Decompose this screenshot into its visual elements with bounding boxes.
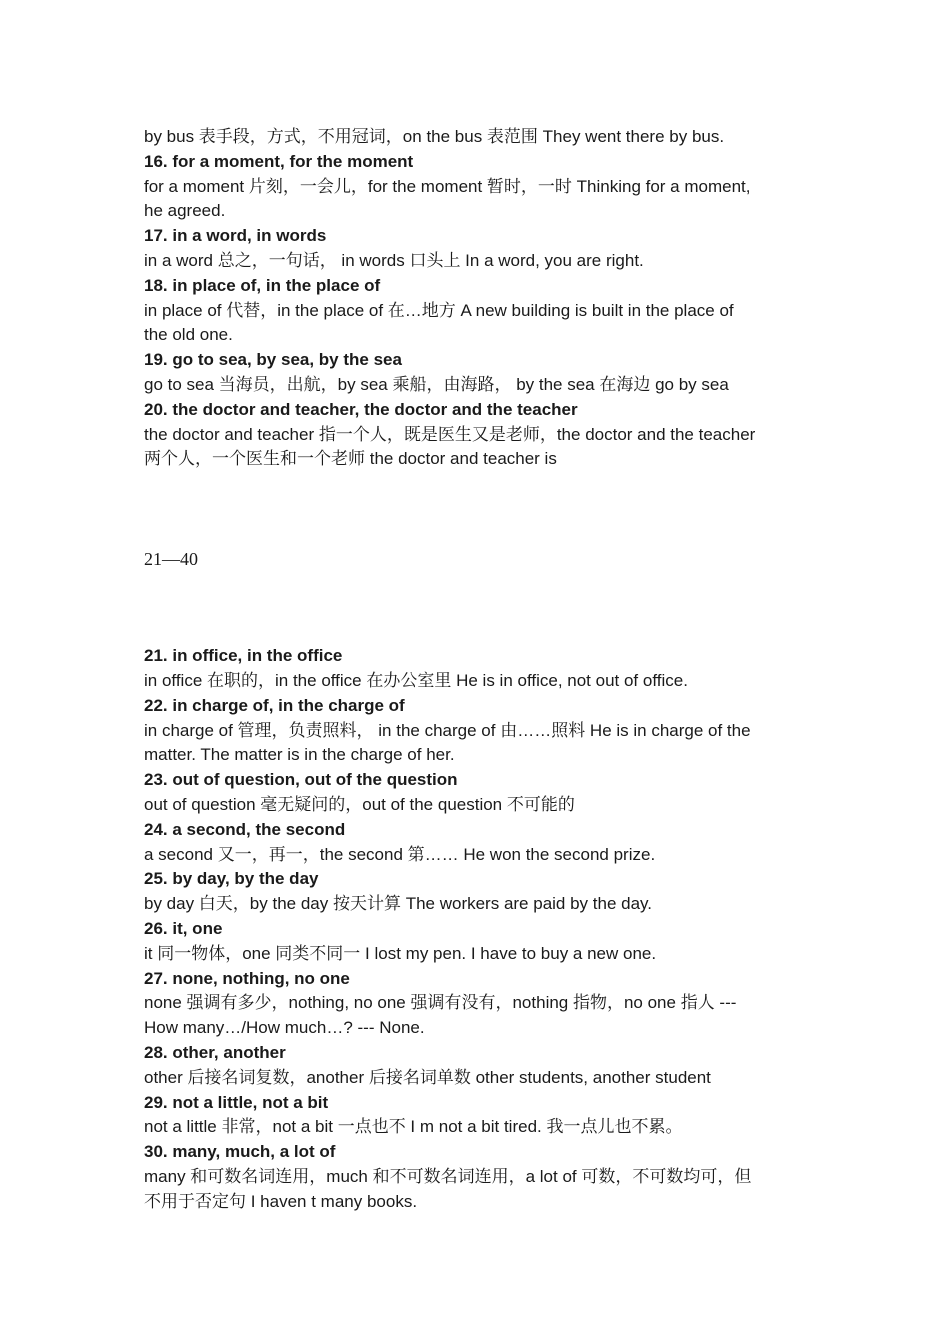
section-label: 21—40	[144, 549, 198, 570]
entry-text: in charge of 管理，负责照料， in the charge of 由……照料 He is in charge of the	[144, 720, 751, 740]
entry-text: by bus 表手段，方式，不用冠词，on the bus 表范围 They went there by bus.	[144, 127, 725, 146]
entry-heading: 29. not a little, not a bit	[144, 1092, 329, 1112]
entry-text: the old one.	[144, 325, 233, 345]
entry-heading: 18. in place of, in the place of	[144, 275, 381, 295]
entry-heading: 17. in a word, in words	[144, 226, 327, 246]
entry-text: the doctor and teacher 指一个人，既是医生又是老师，the doctor and the teacher	[144, 424, 756, 444]
entry-text: out of question 毫无疑问的，out of the question 不可能的	[144, 794, 575, 814]
entry-text: many 和可数名词连用，much 和不可数名词连用，a lot of 可数，不可数均可，但	[144, 1166, 752, 1186]
entry-text: he agreed.	[144, 201, 226, 221]
entry-heading: 20. the doctor and teacher, the doctor and the teacher	[144, 399, 578, 419]
entry-heading: 24. a second, the second	[144, 819, 346, 839]
entry-text: for a moment 片刻，一会儿，for the moment 暂时，一时 Thinking for a moment,	[144, 176, 751, 196]
entry-heading: 28. other, another	[144, 1042, 286, 1062]
entry-text: not a little 非常，not a bit 一点也不 I m not a bit tired. 我一点儿也不累。	[144, 1117, 683, 1137]
entry-text: in place of 代替，in the place of 在…地方 A new building is built in the place of	[144, 300, 734, 320]
entry-heading: 16. for a moment, for the moment	[144, 151, 414, 171]
entry-heading: 23. out of question, out of the question	[144, 770, 458, 790]
entry-text: matter. The matter is in the charge of her.	[144, 745, 455, 765]
entry-text: by day 白天，by the day 按天计算 The workers are paid by the day.	[144, 894, 653, 914]
entry-heading: 30. many, much, a lot of	[144, 1142, 336, 1162]
entry-text: in office 在职的，in the office 在办公室里 He is in office, not out of office.	[144, 670, 688, 690]
entry-text: a second 又一，再一，the second 第…… He won the second prize.	[144, 844, 656, 864]
entry-heading: 27. none, nothing, no one	[144, 968, 350, 988]
entry-text: in a word 总之，一句话， in words 口头上 In a word, you are right.	[144, 250, 644, 270]
entries-part-1	[144, 125, 814, 472]
entry-text: go to sea 当海员，出航，by sea 乘船，由海路， by the sea 在海边 go by sea	[144, 374, 729, 394]
entry-heading: 22. in charge of, in the charge of	[144, 695, 405, 715]
document-page	[144, 125, 814, 1214]
entry-text: none 强调有多少，nothing, no one 强调有没有，nothing 指物，no one 指人 ---	[144, 993, 737, 1013]
entry-heading: 26. it, one	[144, 918, 223, 938]
entry-heading: 21. in office, in the office	[144, 646, 343, 666]
entry-text: it 同一物体，one 同类不同一 I lost my pen. I have to buy a new one.	[144, 943, 657, 963]
entry-text: 两个人，一个医生和一个老师 the doctor and teacher is	[144, 449, 557, 469]
entries-part-2	[144, 644, 814, 1214]
entry-heading: 19. go to sea, by sea, by the sea	[144, 350, 402, 370]
entry-text: How many…/How much…? --- None.	[144, 1018, 425, 1038]
entry-text: 不用于否定句 I haven t many books.	[144, 1191, 418, 1211]
entry-heading: 25. by day, by the day	[144, 869, 319, 889]
entry-text: other 后接名词复数，another 后接名词单数 other students, another student	[144, 1067, 711, 1087]
